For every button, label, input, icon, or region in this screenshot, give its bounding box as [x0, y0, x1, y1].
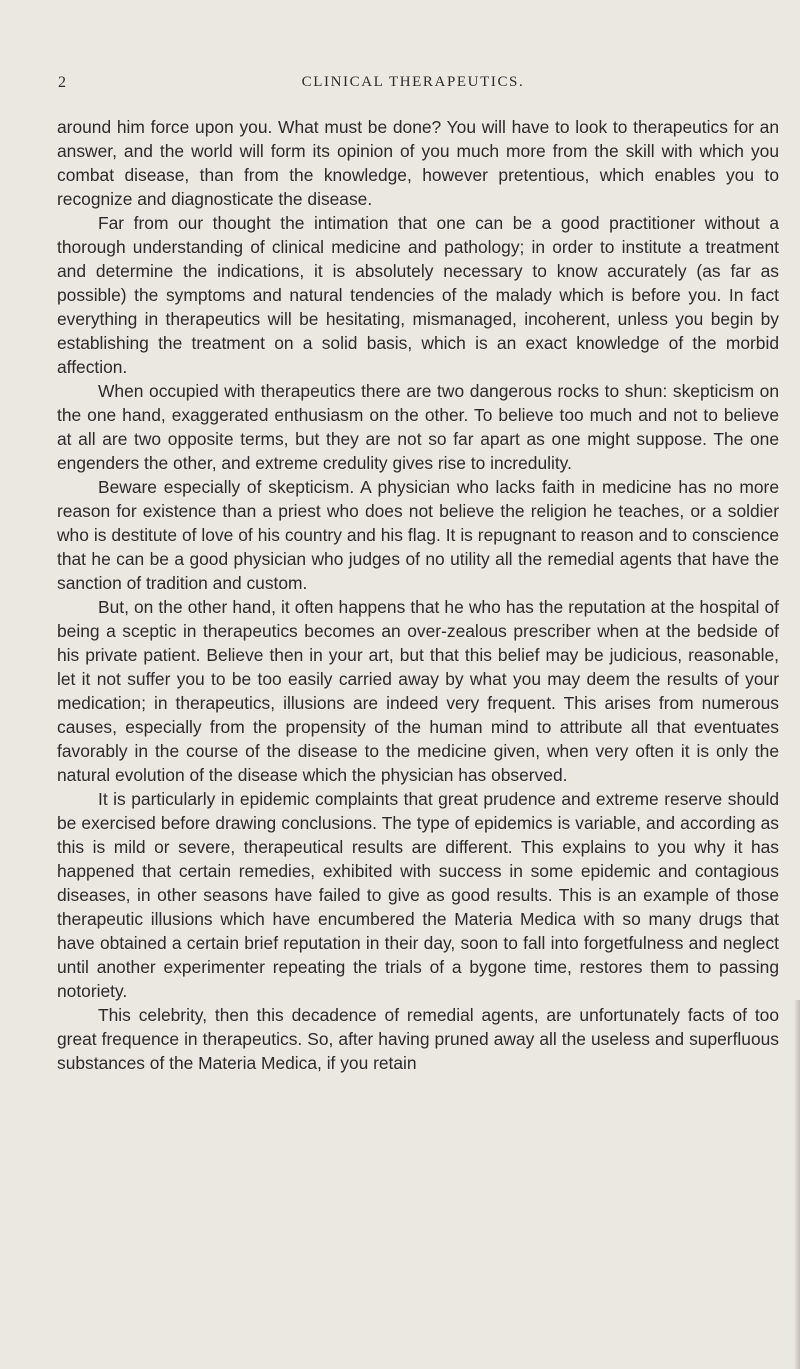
running-title: CLINICAL THERAPEUTICS. — [301, 74, 525, 90]
paragraph: Far from our thought the intimation that one can be a good practitioner without a thorough understanding of clinical medicine and pathology; in order to institute a treatment and determine the indications, it is absolutely necessary to know accurately (as far as possible) the symptoms and natural tendencies of the malady which is before you. In fact everything in therapeutics will be hesitating, mismanaged, incoherent, unless you begin by establishing the treatment on a solid basis, which is an exact knowledge of the morbid affection. — [57, 213, 779, 377]
paragraph: This celebrity, then this decadence of remedial agents, are unfortunately facts of too great frequence in therapeutics. So, after having pruned away all the useless and superfluous substances of the Materia Medica, if you retain — [57, 1005, 779, 1073]
paragraph: around him force upon you. What must be done? You will have to look to therapeutics for an answer, and the world will form its opinion of you much more from the skill with which you combat disease, than from the knowledge, however pretentious, which enables you to recognize and diagnosticate the disease. — [57, 117, 779, 209]
paragraph: It is particularly in epidemic complaints that great prudence and extreme reserve should be exercised before drawing conclusions. The type of epidemics is variable, and according as this is mild or severe, therapeutical results are different. This explains to you why it has happened that certain remedies, exhibited with success in some epidemic and contagious diseases, in other seasons have failed to give as good results. This is an example of those therapeutic illusions which have encumbered the Materia Medica with so many drugs that have obtained a certain brief reputation in their day, soon to fall into forgetfulness and neglect until another experimenter repeating the trials of a bygone time, restores them to passing notoriety. — [57, 789, 779, 1001]
body-text — [57, 115, 779, 1075]
page-edge-shadow — [794, 1000, 800, 1369]
paragraph: When occupied with therapeutics there are two dangerous rocks to shun: skepticism on the one hand, exaggerated enthusiasm on the other. To believe too much and not to believe at all are two opposite terms, but they are not so far apart as one might suppose. The one engenders the other, and extreme credulity gives rise to incredulity. — [57, 381, 779, 473]
page-number: 2 — [58, 74, 67, 91]
paragraph: Beware especially of skepticism. A physician who lacks faith in medicine has no more reason for existence than a priest who does not believe the religion he teaches, or a soldier who is destitute of love of his country and his flag. It is repugnant to reason and to conscience that he can be a good physician who judges of no utility all the remedial agents that have the sanction of tradition and custom. — [57, 477, 779, 593]
paragraph: But, on the other hand, it often happens that he who has the reputation at the hospital of being a sceptic in therapeutics becomes an over-zealous prescriber when at the bedside of his private patient. Believe then in your art, but that this belief may be judicious, reasonable, let it not suffer you to be too easily carried away by what you may deem the results of your medication; in therapeutics, illusions are indeed very frequent. This arises from numerous causes, especially from the propensity of the human mind to attribute all that eventuates favorably in the course of the disease to the medicine given, when very often it is only the natural evolution of the disease which the physician has observed. — [57, 597, 779, 785]
